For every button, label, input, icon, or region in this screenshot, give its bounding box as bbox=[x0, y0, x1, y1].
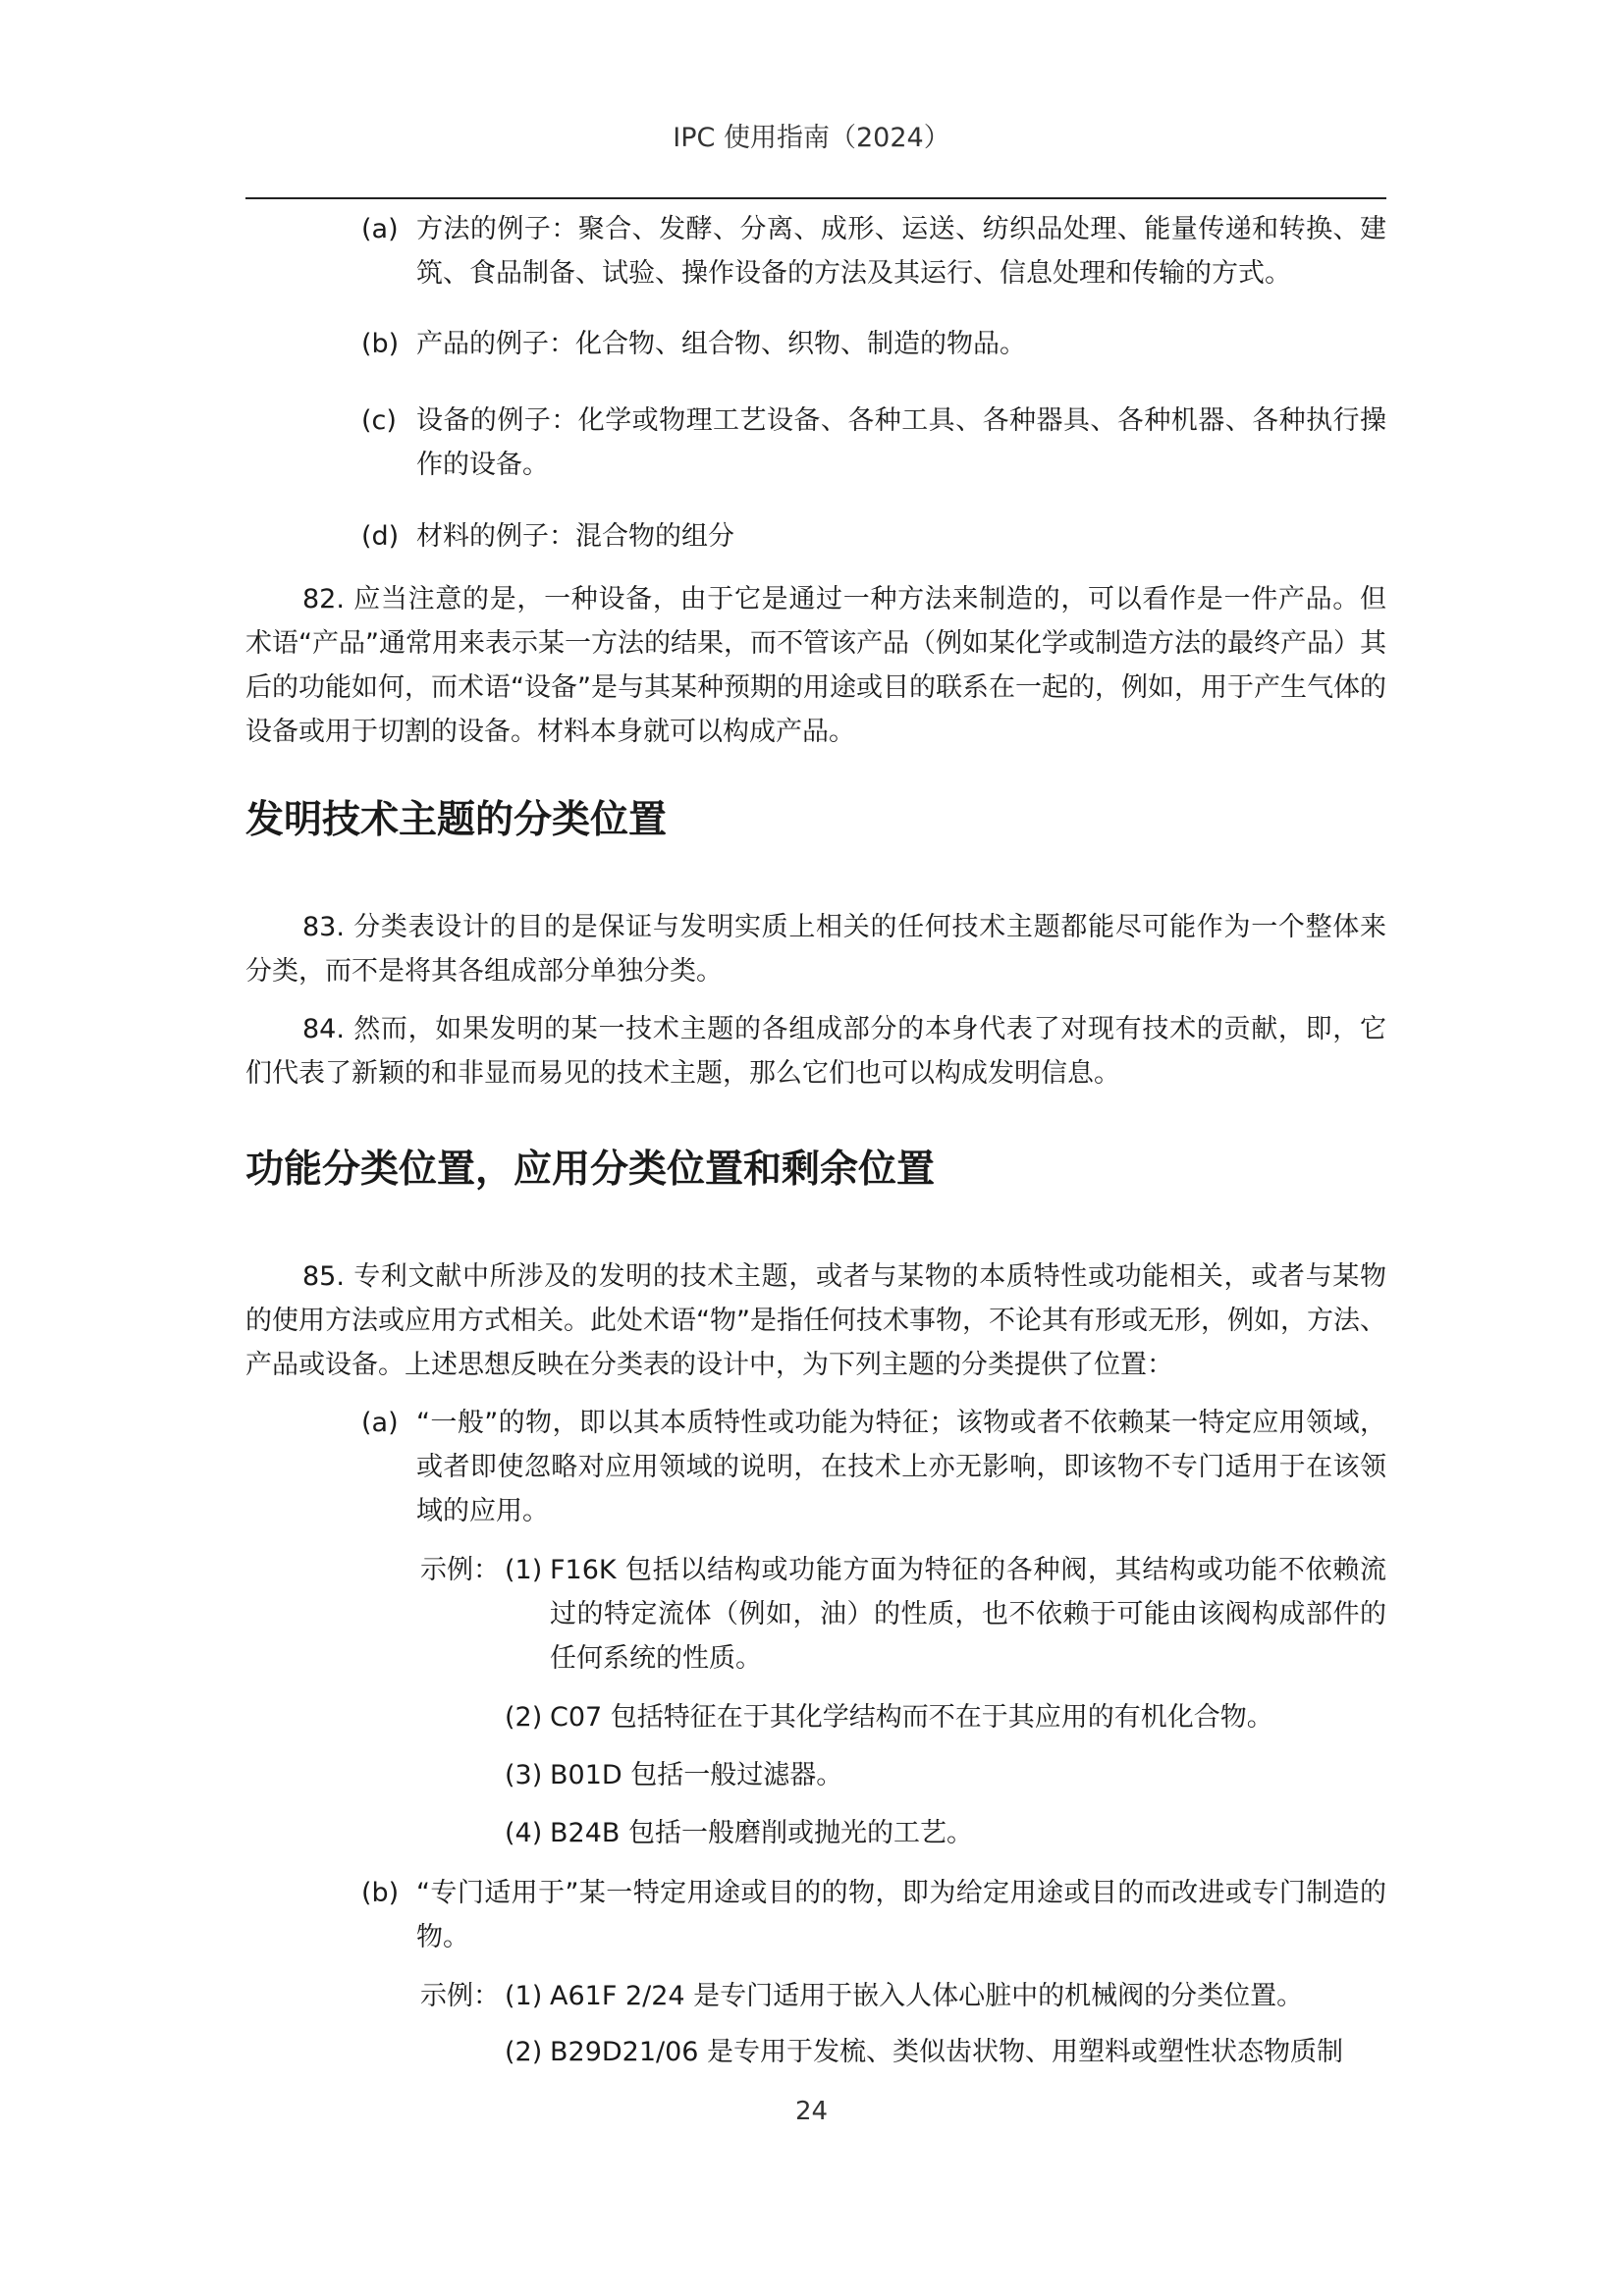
section-heading: 功能分类位置，应用分类位置和剩余位置 bbox=[245, 1148, 936, 1192]
item-text: 产品的例子：化合物、组合物、织物、制造的物品。 bbox=[416, 329, 1026, 359]
item-text: 方法的例子：聚合、发酵、分离、成形、运送、纺织品处理、能量传递和转换、建筑、食品制备、试验、操作设备的方法及其运行、信息处理和传输的方式。 bbox=[416, 214, 1386, 289]
item-text: “一般”的物，即以其本质特性或功能为特征；该物或者不依赖某一特定应用领域，或者即使忽略对应用领域的说明，在技术上亦无影响，即该物不专门适用于在该领域的应用。 bbox=[416, 1408, 1386, 1526]
paragraph-83: 83. 分类表设计的目的是保证与发明实质上相关的任何技术主题都能尽可能作为一个整体来分类，而不是将其各组成部分单独分类。 bbox=[245, 912, 1386, 987]
paragraph-85: 85. 专利文献中所涉及的发明的技术主题，或者与某物的本质特性或功能相关，或者与某物的使用方法或应用方式相关。此处术语“物”是指任何技术事物，不论其有形或无形，例如，方法、产品或设备。上述思想反映在分类表的设计中，为下列主题的分类提供了位置： bbox=[245, 1261, 1386, 1380]
example-num: (2) bbox=[505, 1702, 543, 1733]
item-text: 材料的例子：混合物的组分 bbox=[416, 521, 734, 552]
page-header: IPC 使用指南（2024） bbox=[673, 123, 950, 153]
paragraph-84: 84. 然而，如果发明的某一技术主题的各组成部分的本身代表了对现有技术的贡献，即，它们代表了新颖的和非显而易见的技术主题，那么它们也可以构成发明信息。 bbox=[245, 1014, 1386, 1089]
example-label: 示例： bbox=[420, 1981, 500, 2011]
item-label: (a) bbox=[361, 214, 399, 244]
item-label: (c) bbox=[361, 405, 397, 436]
item-label: (a) bbox=[361, 1408, 399, 1438]
example-text: B01D 包括一般过滤器。 bbox=[550, 1760, 843, 1790]
example-text: C07 包括特征在于其化学结构而不在于其应用的有机化合物。 bbox=[550, 1702, 1273, 1733]
example-num: (1) bbox=[505, 1981, 543, 2011]
item-text: 设备的例子：化学或物理工艺设备、各种工具、各种器具、各种机器、各种执行操作的设备。 bbox=[416, 405, 1386, 480]
page-number: 24 bbox=[794, 2097, 829, 2126]
example-text: F16K 包括以结构或功能方面为特征的各种阀，其结构或功能不依赖流过的特定流体（例如，油）的性质，也不依赖于可能由该阀构成部件的任何系统的性质。 bbox=[550, 1555, 1386, 1674]
example-text: B29D21/06 是专用于发梳、类似齿状物、用塑料或塑性状态物质制 bbox=[550, 2037, 1344, 2067]
header-rule bbox=[245, 197, 1386, 199]
example-num: (1) bbox=[505, 1555, 543, 1585]
example-text: B24B 包括一般磨削或抛光的工艺。 bbox=[550, 1818, 973, 1848]
example-label: 示例： bbox=[420, 1555, 500, 1585]
paragraph-82: 82. 应当注意的是，一种设备，由于它是通过一种方法来制造的，可以看作是一件产品。但术语“产品”通常用来表示某一方法的结果，而不管该产品（例如某化学或制造方法的最终产品）其后的功能如何，而术语“设备”是与其某种预期的用途或目的联系在一起的，例如，用于产生气体的设备或用于切割的设备。材料本身就可以构成产品。 bbox=[245, 584, 1386, 747]
example-num: (2) bbox=[505, 2037, 543, 2067]
example-item bbox=[505, 2030, 1386, 2074]
item-label: (b) bbox=[361, 1878, 400, 1908]
section-heading: 发明技术主题的分类位置 bbox=[245, 798, 668, 842]
item-label: (b) bbox=[361, 329, 400, 359]
example-text: A61F 2/24 是专门适用于嵌入人体心脏中的机械阀的分类位置。 bbox=[550, 1981, 1304, 2011]
item-label: (d) bbox=[361, 521, 400, 552]
example-num: (4) bbox=[505, 1818, 543, 1848]
item-text: “专门适用于”某一特定用途或目的的物，即为给定用途或目的而改进或专门制造的物。 bbox=[416, 1878, 1386, 1952]
example-num: (3) bbox=[505, 1760, 543, 1790]
list-item bbox=[361, 207, 1386, 295]
